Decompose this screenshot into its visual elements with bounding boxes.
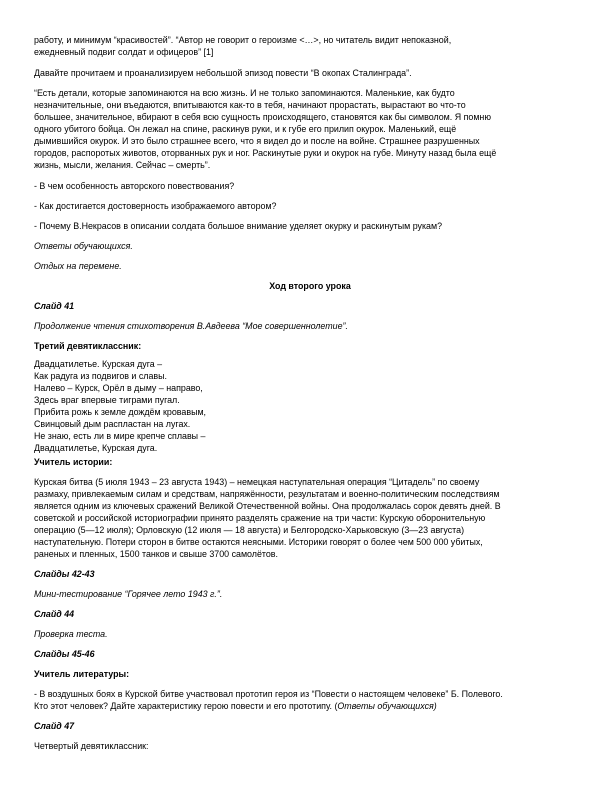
quote-line-3: большее, значительное, вбирают в себя всю сущность происходящего, становятся как бы символом. Я помню (34, 112, 491, 122)
poem-line-4: Здесь враг впервые тиграми пугал. (34, 395, 180, 405)
history-line-3: является одним из ключевых сражений Великой Отечественной войны. Она продолжалась сорок девять дней. В (34, 501, 501, 511)
literature-question-line-2 (34, 700, 586, 712)
quote-line-5: дымившийся окурок. И это было страшнее всего, что я видел до и после на войне. Страшнее разрушенных (34, 136, 480, 146)
history-line-5: операцию (5—12 июля); Орловскую (12 июля — 18 августа) и Белгородско-Харьковскую (3—23 августа) (34, 525, 465, 535)
poem-line-1: Двадцатилетье. Курская дуга – (34, 359, 163, 369)
poem-continuation-note: Продолжение чтения стихотворения В.Авдеева “Мое совершеннолетие”. (34, 321, 348, 331)
quote-line-1: “Есть детали, которые запоминаются на всю жизнь. И не только запоминаются. Маленькие, как будто (34, 88, 455, 98)
break-note: Отдых на перемене. (34, 261, 122, 271)
answers-note: Ответы обучающихся. (34, 241, 133, 251)
intro-line-2: ежедневный подвиг солдат и офицеров” [1] (34, 47, 214, 57)
quote-line-7: жизнь, мысли, желания. Сейчас – смерть”. (34, 160, 211, 170)
check-test-note: Проверка теста. (34, 629, 108, 639)
fourth-student-label: Четвертый девятиклассник: (34, 741, 149, 751)
poem-line-7: Не знаю, есть ли в мире крепче сплавы – (34, 431, 206, 441)
poem-line-5: Прибита рожь к земле дождём кровавым, (34, 407, 207, 417)
history-teacher-label: Учитель истории: (34, 457, 113, 467)
history-line-6: наступательную. Потери сторон в битве остаются неясными. Историки говорят о более чем 500 000 убитых, (34, 537, 483, 547)
slide-44-label: Слайд 44 (34, 609, 75, 619)
literature-answers-note: Ответы обучающихся) (337, 701, 437, 711)
minitest-note: Мини-тестирование “Горячее лето 1943 г.”. (34, 589, 223, 599)
lesson-2-heading: Ход второго урока (269, 281, 351, 291)
poem-line-3: Налево – Курск, Орёл в дыму – направо, (34, 383, 203, 393)
literature-teacher-label: Учитель литературы: (34, 669, 130, 679)
question-1: - В чем особенность авторского повествования? (34, 181, 235, 191)
history-line-7: раненых и пленных, 1500 танков и свыше 3700 самолётов. (34, 549, 278, 559)
history-line-1: Курская битва (5 июля 1943 – 23 августа 1943) – немецкая наступательная операция “Цитадель” по своему (34, 477, 480, 487)
quote-line-4: одного убитого бойца. Он лежал на спине, раскинув руки, и к губе его прилип окурок. Маленький, ещё (34, 124, 457, 134)
history-line-4: советской и российской историографии принято разделять сражение на три части: Курскую оборонительную (34, 513, 486, 523)
poem-line-2: Как радуга из подвигов и славы. (34, 371, 167, 381)
question-3: - Почему В.Некрасов в описании солдата большое внимание уделяет окурку и раскинутым рукам? (34, 221, 443, 231)
literature-question-line-1: - В воздушных боях в Курской битве участвовал прототип героя из “Повести о настоящем человеке” Б. Полевого. (34, 689, 503, 699)
quote-line-6: городов, распоротых животов, оторванных рук и ног. Раскинутые руки и окурок на губе. Минуту назад была ещё (34, 148, 497, 158)
slides-45-46-label: Слайды 45-46 (34, 649, 95, 659)
poem-line-6: Свинцовый дым распластан на лугах. (34, 419, 191, 429)
quote-line-2: незначительные, они въедаются, впитываются как-то в тебя, начинают прорастать, вырастают во что-то (34, 100, 466, 110)
invite-paragraph: Давайте прочитаем и проанализируем небольшой эпизод повести “В окопах Сталинграда”. (34, 68, 412, 78)
question-2: - Как достигается достоверность изображаемого автором? (34, 201, 277, 211)
poem-line-8: Двадцатилетье, Курская дуга. (34, 443, 158, 453)
history-line-2: размаху, привлекаемым силам и средствам, напряжённости, результатам и военно-политическим последствиям (34, 489, 500, 499)
literature-question-text: Кто этот человек? Дайте характеристику герою повести и его прототипу. ( (34, 701, 338, 711)
slide-47-label: Слайд 47 (34, 721, 75, 731)
slide-41-label: Слайд 41 (34, 301, 75, 311)
slides-42-43-label: Слайды 42-43 (34, 569, 95, 579)
third-student-label: Третий девятиклассник: (34, 341, 142, 351)
intro-line-1: работу, и минимум “красивостей”. “Автор не говорит о героизме <…>, но читатель видит непоказной, (34, 35, 452, 45)
